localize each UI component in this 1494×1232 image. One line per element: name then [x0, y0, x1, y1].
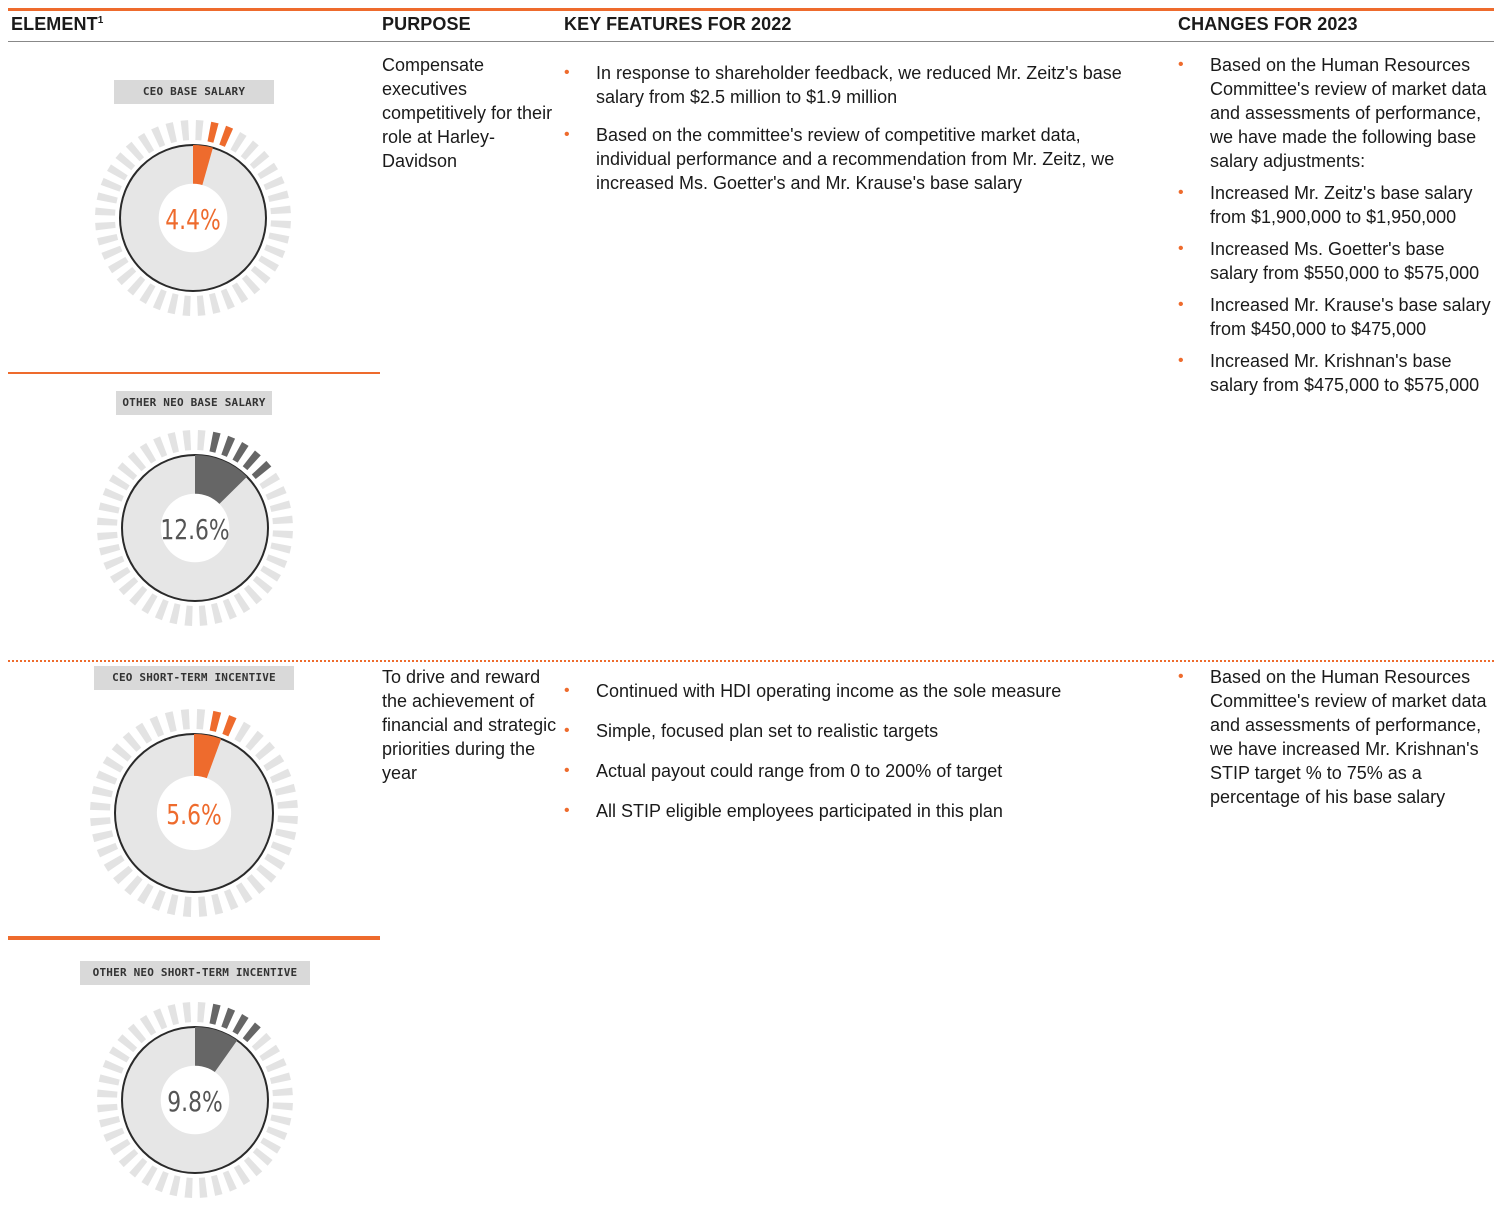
gauge-tick	[197, 1002, 205, 1022]
list-item: • Continued with HDI operating income as the sole measure	[564, 679, 1154, 703]
gauge-tick	[99, 502, 120, 513]
gauge-tick	[270, 501, 291, 512]
gauge-tick	[185, 1178, 193, 1198]
gauge-tick	[210, 1004, 221, 1025]
gauge-tick	[198, 896, 207, 917]
list-item: • Based on the Human Resources Committee's review of market data and assessments of performance, we have increased Mr. Krishnan's STIP target % to 75% as a percentage of his base salary	[1178, 665, 1494, 809]
gauge-tick	[211, 603, 222, 624]
gauge-tick	[223, 1171, 237, 1192]
gauge-tick	[242, 275, 260, 295]
gauge-tick	[270, 206, 291, 215]
gauge-tick	[209, 293, 220, 314]
gauge-tick	[123, 732, 142, 752]
header-key-features: KEY FEATURES FOR 2022	[564, 14, 792, 34]
gauge-tick	[155, 599, 169, 620]
gauge-tick	[234, 722, 250, 743]
gauge-tick	[153, 289, 167, 310]
gauge-tick	[124, 875, 142, 895]
header-element: ELEMENT$^1$	[11, 14, 104, 34]
list-item: • Increased Mr. Krishnan's base salary from $475,000 to $575,000	[1178, 349, 1494, 397]
gauge-tick	[113, 866, 133, 885]
gauge-tick	[253, 576, 273, 594]
top-rule	[8, 8, 1494, 11]
gauge-tick	[230, 132, 246, 153]
gauge-tick	[252, 461, 272, 479]
key-features-short-term-incentive	[564, 679, 1154, 839]
gauge-tick	[258, 255, 279, 271]
gauge-tick	[270, 1115, 291, 1126]
gauge-tick	[107, 164, 128, 180]
gauge-tick	[109, 1046, 130, 1062]
gauge-tick	[101, 246, 122, 260]
gauge-tick	[266, 1126, 287, 1140]
gauge-tick	[92, 830, 113, 842]
list-item: • Increased Ms. Goetter's base salary from $550,000 to $575,000	[1178, 237, 1494, 285]
gauge-tick	[257, 163, 278, 179]
gauge-tick	[169, 603, 180, 624]
gauge-tick	[264, 853, 285, 869]
gauge-tick	[141, 1165, 157, 1186]
gauge-tick	[97, 1090, 117, 1098]
gauge-tick	[167, 293, 178, 314]
gauge-tick	[119, 1149, 139, 1167]
gauge-tick	[259, 1045, 280, 1061]
gauge-tick	[103, 756, 124, 772]
header-divider	[8, 41, 1494, 42]
gauge-tick	[103, 556, 124, 570]
gauge-tick	[208, 122, 219, 143]
gauge-ceo-short-term-incentive	[88, 707, 300, 919]
gauge-tick	[247, 874, 266, 894]
gauge-tick	[112, 743, 132, 761]
gauge-tick	[264, 176, 285, 190]
gauge-tick	[119, 577, 139, 595]
gauge-tick	[232, 282, 248, 303]
gauge-tick	[127, 276, 145, 296]
gauge-tick	[138, 133, 154, 154]
gauge-value: 12.6%	[160, 513, 230, 546]
gauge-tick	[256, 864, 276, 882]
gauge-tick	[128, 452, 146, 472]
gauge-tick	[183, 430, 192, 451]
gauge-tick	[195, 120, 203, 140]
gauge-tick	[211, 894, 223, 915]
gauge-tick	[97, 192, 118, 203]
gauge-value: 5.6%	[166, 798, 222, 831]
changes-short-term-incentive	[1178, 665, 1494, 823]
gauge-tick	[104, 855, 125, 872]
gauge-tick	[199, 605, 208, 626]
gauge-tick	[117, 462, 137, 480]
gauge-tick	[197, 709, 206, 729]
gauge-tick	[232, 442, 248, 463]
changes-base-salary	[1178, 53, 1494, 405]
gauge-tick	[272, 516, 293, 525]
gauge-tick	[260, 1137, 281, 1153]
gauge-tick	[108, 257, 129, 273]
gauge-tick	[199, 1177, 208, 1198]
gauge-tick	[268, 233, 289, 244]
gauge-tick	[221, 1008, 235, 1029]
gauge-tick	[153, 436, 167, 457]
gauge-tick	[210, 432, 221, 453]
gauge-tick	[151, 890, 165, 911]
gauge-tick	[181, 709, 190, 730]
gauge-tick	[90, 817, 111, 826]
list-item: • Increased Mr. Zeitz's base salary from $1,900,000 to $1,950,000	[1178, 181, 1494, 229]
gauge-tick	[103, 488, 124, 502]
gauge-tick	[273, 530, 293, 538]
gauge-tick	[222, 715, 236, 736]
gauge-tick	[259, 473, 280, 489]
gauge-tick	[211, 1175, 222, 1196]
gauge-tick	[97, 843, 118, 857]
gauge-tick	[167, 894, 179, 915]
gauge-tick	[97, 532, 118, 541]
gauge-tick	[232, 1014, 248, 1035]
gauge-tick	[137, 883, 153, 904]
gauge-tick	[101, 178, 122, 192]
gauge-label-other-neo-short-term-incentive: OTHER NEO SHORT-TERM INCENTIVE	[80, 961, 310, 985]
gauge-tick	[260, 565, 281, 581]
gauge-tick	[264, 244, 285, 258]
gauge-tick	[277, 800, 298, 809]
gauge-label-ceo-short-term-incentive: CEO SHORT-TERM INCENTIVE	[94, 666, 294, 690]
gauge-tick	[271, 841, 292, 855]
gauge-value: 9.8%	[167, 1085, 223, 1118]
gauge-tick	[244, 1157, 262, 1177]
gauge-tick	[266, 554, 287, 568]
gauge-tick	[183, 1002, 192, 1023]
gauge-tick	[117, 1034, 137, 1052]
header-changes: CHANGES FOR 2023	[1178, 14, 1358, 34]
gauge-tick	[221, 436, 235, 457]
gauge-tick	[90, 802, 110, 811]
gauge-tick	[150, 716, 164, 737]
gauge-tick	[92, 786, 113, 798]
gauge-tick	[275, 784, 296, 796]
gauge-tick	[110, 1139, 131, 1155]
gauge-tick	[255, 742, 275, 761]
gauge-tick	[221, 289, 235, 310]
gauge-tick	[97, 518, 117, 526]
gauge-tick	[224, 889, 238, 910]
gauge-tick	[99, 1116, 120, 1127]
gauge-tick	[153, 1008, 167, 1029]
gauge-tick	[165, 711, 177, 732]
gauge-tick	[168, 432, 179, 453]
gauge-tick	[155, 1171, 169, 1192]
gauge-tick	[129, 586, 147, 606]
gauge-tick	[117, 267, 137, 285]
gauge-tick	[223, 599, 237, 620]
gauge-tick	[275, 829, 296, 841]
gauge-tick	[250, 151, 270, 169]
gauge-tick	[169, 1175, 180, 1196]
gauge-tick	[245, 731, 263, 751]
gauge-tick	[270, 769, 291, 783]
gauge-tick	[129, 1158, 147, 1178]
gauge-tick	[243, 450, 261, 470]
gauge-tick	[97, 234, 118, 245]
header-purpose: PURPOSE	[382, 14, 471, 34]
gauge-tick	[244, 585, 262, 605]
gauge-tick	[210, 711, 222, 732]
gauge-tick	[252, 1033, 272, 1051]
section-divider-1	[8, 372, 380, 374]
list-item: • Actual payout could range from 0 to 200% of target	[564, 759, 1154, 783]
list-item: • Increased Mr. Krause's base salary from $450,000 to $475,000	[1178, 293, 1494, 341]
gauge-value: 4.4%	[165, 203, 221, 236]
gauge-tick	[135, 723, 152, 744]
gauge-tick	[140, 1015, 156, 1036]
gauge-tick	[266, 486, 287, 500]
gauge-tick	[99, 1074, 120, 1085]
gauge-tick	[234, 1164, 250, 1185]
gauge-tick	[251, 266, 271, 284]
gauge-tick	[197, 295, 206, 316]
gauge-tick	[197, 430, 205, 450]
gauge-tick	[236, 882, 253, 903]
gauge-other-neo-short-term-incentive	[95, 1000, 295, 1200]
purpose-short-term-incentive: To drive and reward the achievement of financial and strategic priorities during the year	[382, 667, 557, 783]
gauge-label-other-neo-base-salary: OTHER NEO BASE SALARY	[116, 391, 272, 415]
gauge-tick	[95, 208, 115, 216]
list-item: • Simple, focused plan set to realistic targets	[564, 719, 1154, 743]
gauge-tick	[266, 1058, 287, 1072]
gauge-tick	[272, 1088, 293, 1097]
gauge-tick	[126, 142, 144, 162]
gauge-tick	[268, 191, 289, 202]
section-divider-2	[8, 936, 380, 940]
gauge-tick	[99, 544, 120, 555]
gauge-tick	[183, 296, 191, 316]
gauge-ceo-base-salary	[93, 118, 293, 318]
gauge-tick	[243, 1022, 261, 1042]
gauge-tick	[110, 567, 131, 583]
gauge-tick	[271, 220, 291, 228]
gauge-tick	[97, 1104, 118, 1113]
gauge-tick	[103, 1128, 124, 1142]
gauge-tick	[234, 592, 250, 613]
gauge-tick	[151, 126, 165, 147]
gauge-tick	[115, 152, 135, 170]
gauge-tick	[139, 283, 155, 304]
gauge-tick	[181, 120, 190, 141]
key-features-base-salary	[564, 61, 1154, 209]
gauge-tick	[278, 816, 298, 825]
purpose-base-salary: Compensate executives competitively for their role at Harley-Davidson	[382, 55, 553, 171]
gauge-tick	[241, 140, 259, 160]
gauge-tick	[185, 606, 193, 626]
gauge-tick	[219, 126, 233, 147]
gauge-label-ceo-base-salary: CEO BASE SALARY	[114, 80, 274, 104]
list-item: • In response to shareholder feedback, we reduced Mr. Zeitz's base salary from $2.5 million to $1.9 million	[564, 61, 1154, 109]
gauge-tick	[168, 1004, 179, 1025]
gauge-other-neo-base-salary	[95, 428, 295, 628]
gauge-tick	[103, 1060, 124, 1074]
gauge-tick	[96, 770, 117, 784]
gauge-tick	[273, 1102, 293, 1110]
gauge-tick	[270, 543, 291, 554]
list-item: • Based on the Human Resources Committee's review of market data and assessments of performance, we have made the following base salary adjustments:	[1178, 53, 1494, 173]
gauge-tick	[166, 122, 177, 143]
list-item: • Based on the committee's review of competitive market data, individual performance and a recommendation from Mr. Zeitz, we increased Ms. Goetter's and Mr. Krause's base salary	[564, 123, 1154, 195]
gauge-tick	[95, 222, 116, 231]
gauge-tick	[263, 754, 284, 771]
row-divider	[8, 660, 1494, 662]
gauge-tick	[140, 443, 156, 464]
gauge-tick	[109, 474, 130, 490]
gauge-tick	[141, 593, 157, 614]
gauge-tick	[128, 1024, 146, 1044]
gauge-tick	[183, 897, 192, 917]
list-item: • All STIP eligible employees participated in this plan	[564, 799, 1154, 823]
gauge-tick	[270, 1073, 291, 1084]
gauge-tick	[253, 1148, 273, 1166]
